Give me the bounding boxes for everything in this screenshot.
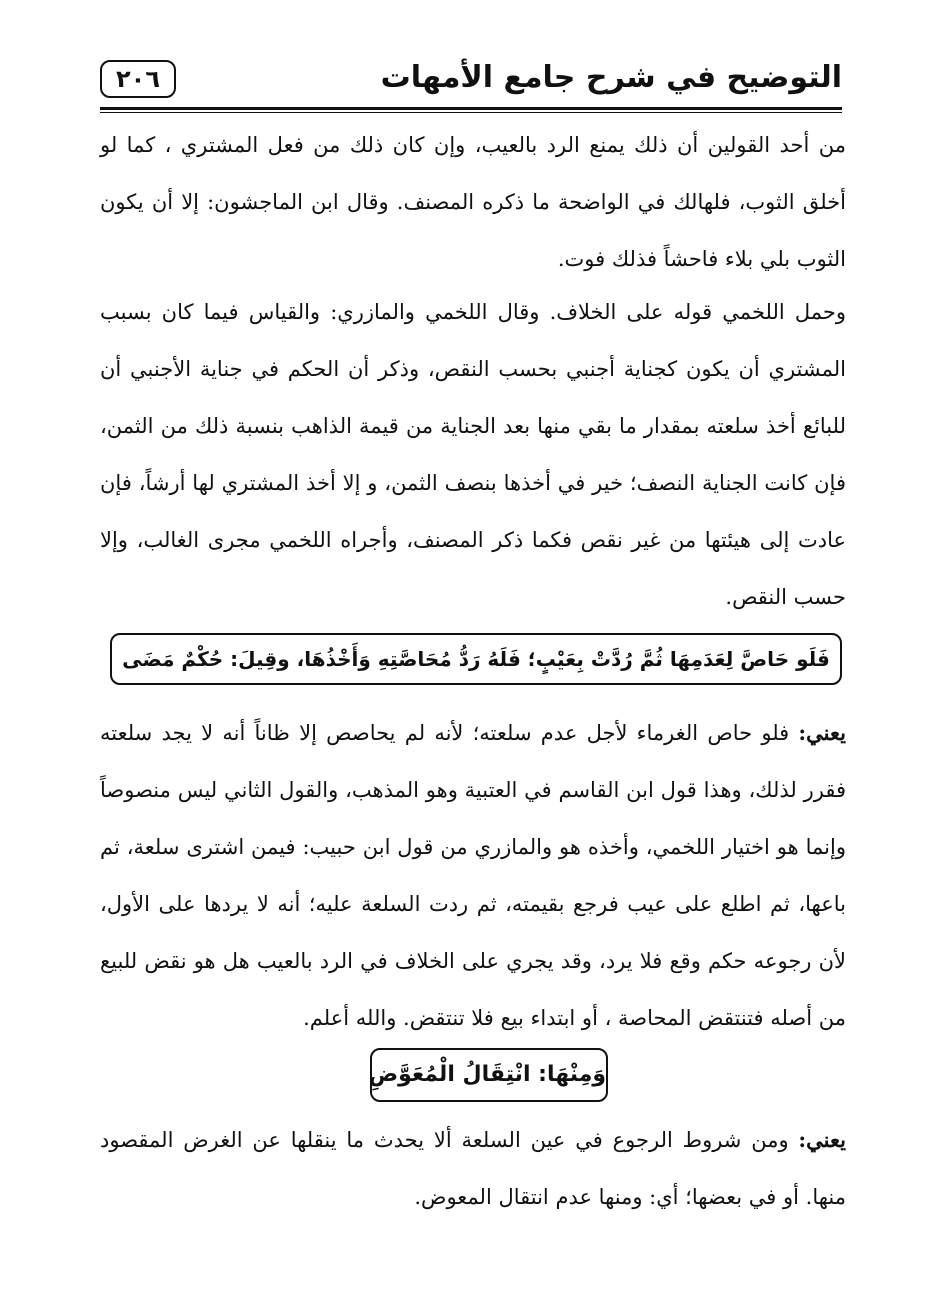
page-number: ٢٠٦ — [100, 60, 176, 98]
paragraph-1: من أحد القولين أن ذلك يمنع الرد بالعيب، وإن كان ذلك من فعل المشتري ، كما لو أخلق الثوب، فلهالك في الواضحة ما ذكره المصنف. وقال ابن الماجشون: إلا أن يكون الثوب بلي بلاء فاحشاً فذلك فوت. — [100, 133, 846, 271]
paragraph-4-text: ومن شروط الرجوع في عين السلعة ألا يحدث ما ينقلها عن الغرض المقصود منها. أو في بعضها؛ أي: ومنها عدم انتقال المعوض. — [100, 1128, 846, 1209]
paragraph-2: وحمل اللخمي قوله على الخلاف. وقال اللخمي والمازري: والقياس فيما كان بسبب المشتري أن يكون كجناية أجنبي بحسب النقص، وذكر أن الحكم في جناية الأجنبي أن للبائع أخذ سلعته بمقدار ما بقي منها بعد الجناية من قيمة الذاهب بنسبة ذلك من الثمن، فإن كانت الجناية النصف؛ خير في أخذها بنصف الثمن، و إلا أخذ المشتري لها أرشاً، فإن عادت إلى هيئتها من غير نقص فكما ذكر المصنف، وأجراه اللخمي مجرى الغالب، وإلا حسب النقص. — [100, 300, 846, 609]
paragraph-4 — [100, 1111, 846, 1226]
paragraph-4-lead: يعني: — [798, 1127, 846, 1152]
running-title: التوضيح في شرح جامع الأمهات — [380, 60, 842, 95]
paragraph-3 — [100, 704, 846, 1047]
header-rule — [100, 107, 842, 110]
page-header — [100, 58, 842, 108]
section-heading: وَمِنْهَا: انْتِقَالُ الْمُعَوَّضِ — [370, 1048, 608, 1102]
paragraph-3-text: فلو حاص الغرماء لأجل عدم سلعته؛ لأنه لم يحاصص إلا ظاناً أنه لا يجد سلعته فقرر لذلك، وهذا قول ابن القاسم في العتبية وهو المذهب، والقول الثاني ليس منصوصاً وإنما هو اختيار اللخمي، وأخذه هو والمازري من قول ابن حبيب: فيمن اشترى سلعة، ثم باعها، ثم اطلع على عيب فرجع بقيمته، ثم ردت السلعة عليه؛ أنه لا يردها على الأول، لأن رجوعه حكم وقع فلا يرد، وقد يجري على الخلاف في الرد بالعيب هل هو نقض للبيع من أصله فتنتقض المحاصة ، أو ابتداء بيع فلا تنتقض. والله أعلم. — [100, 721, 846, 1030]
matn-quote-box: فَلَو حَاصَّ لِعَدَمِهَا ثُمَّ رُدَّتْ بِعَيْبٍ؛ فَلَهُ رَدُّ مُحَاصَّتِهِ وَأَخْذُهَا، وقِيلَ: حُكْمٌ مَضَى — [110, 633, 842, 685]
paragraph-3-lead: يعني: — [798, 720, 846, 745]
header-rule-thin — [100, 112, 842, 113]
